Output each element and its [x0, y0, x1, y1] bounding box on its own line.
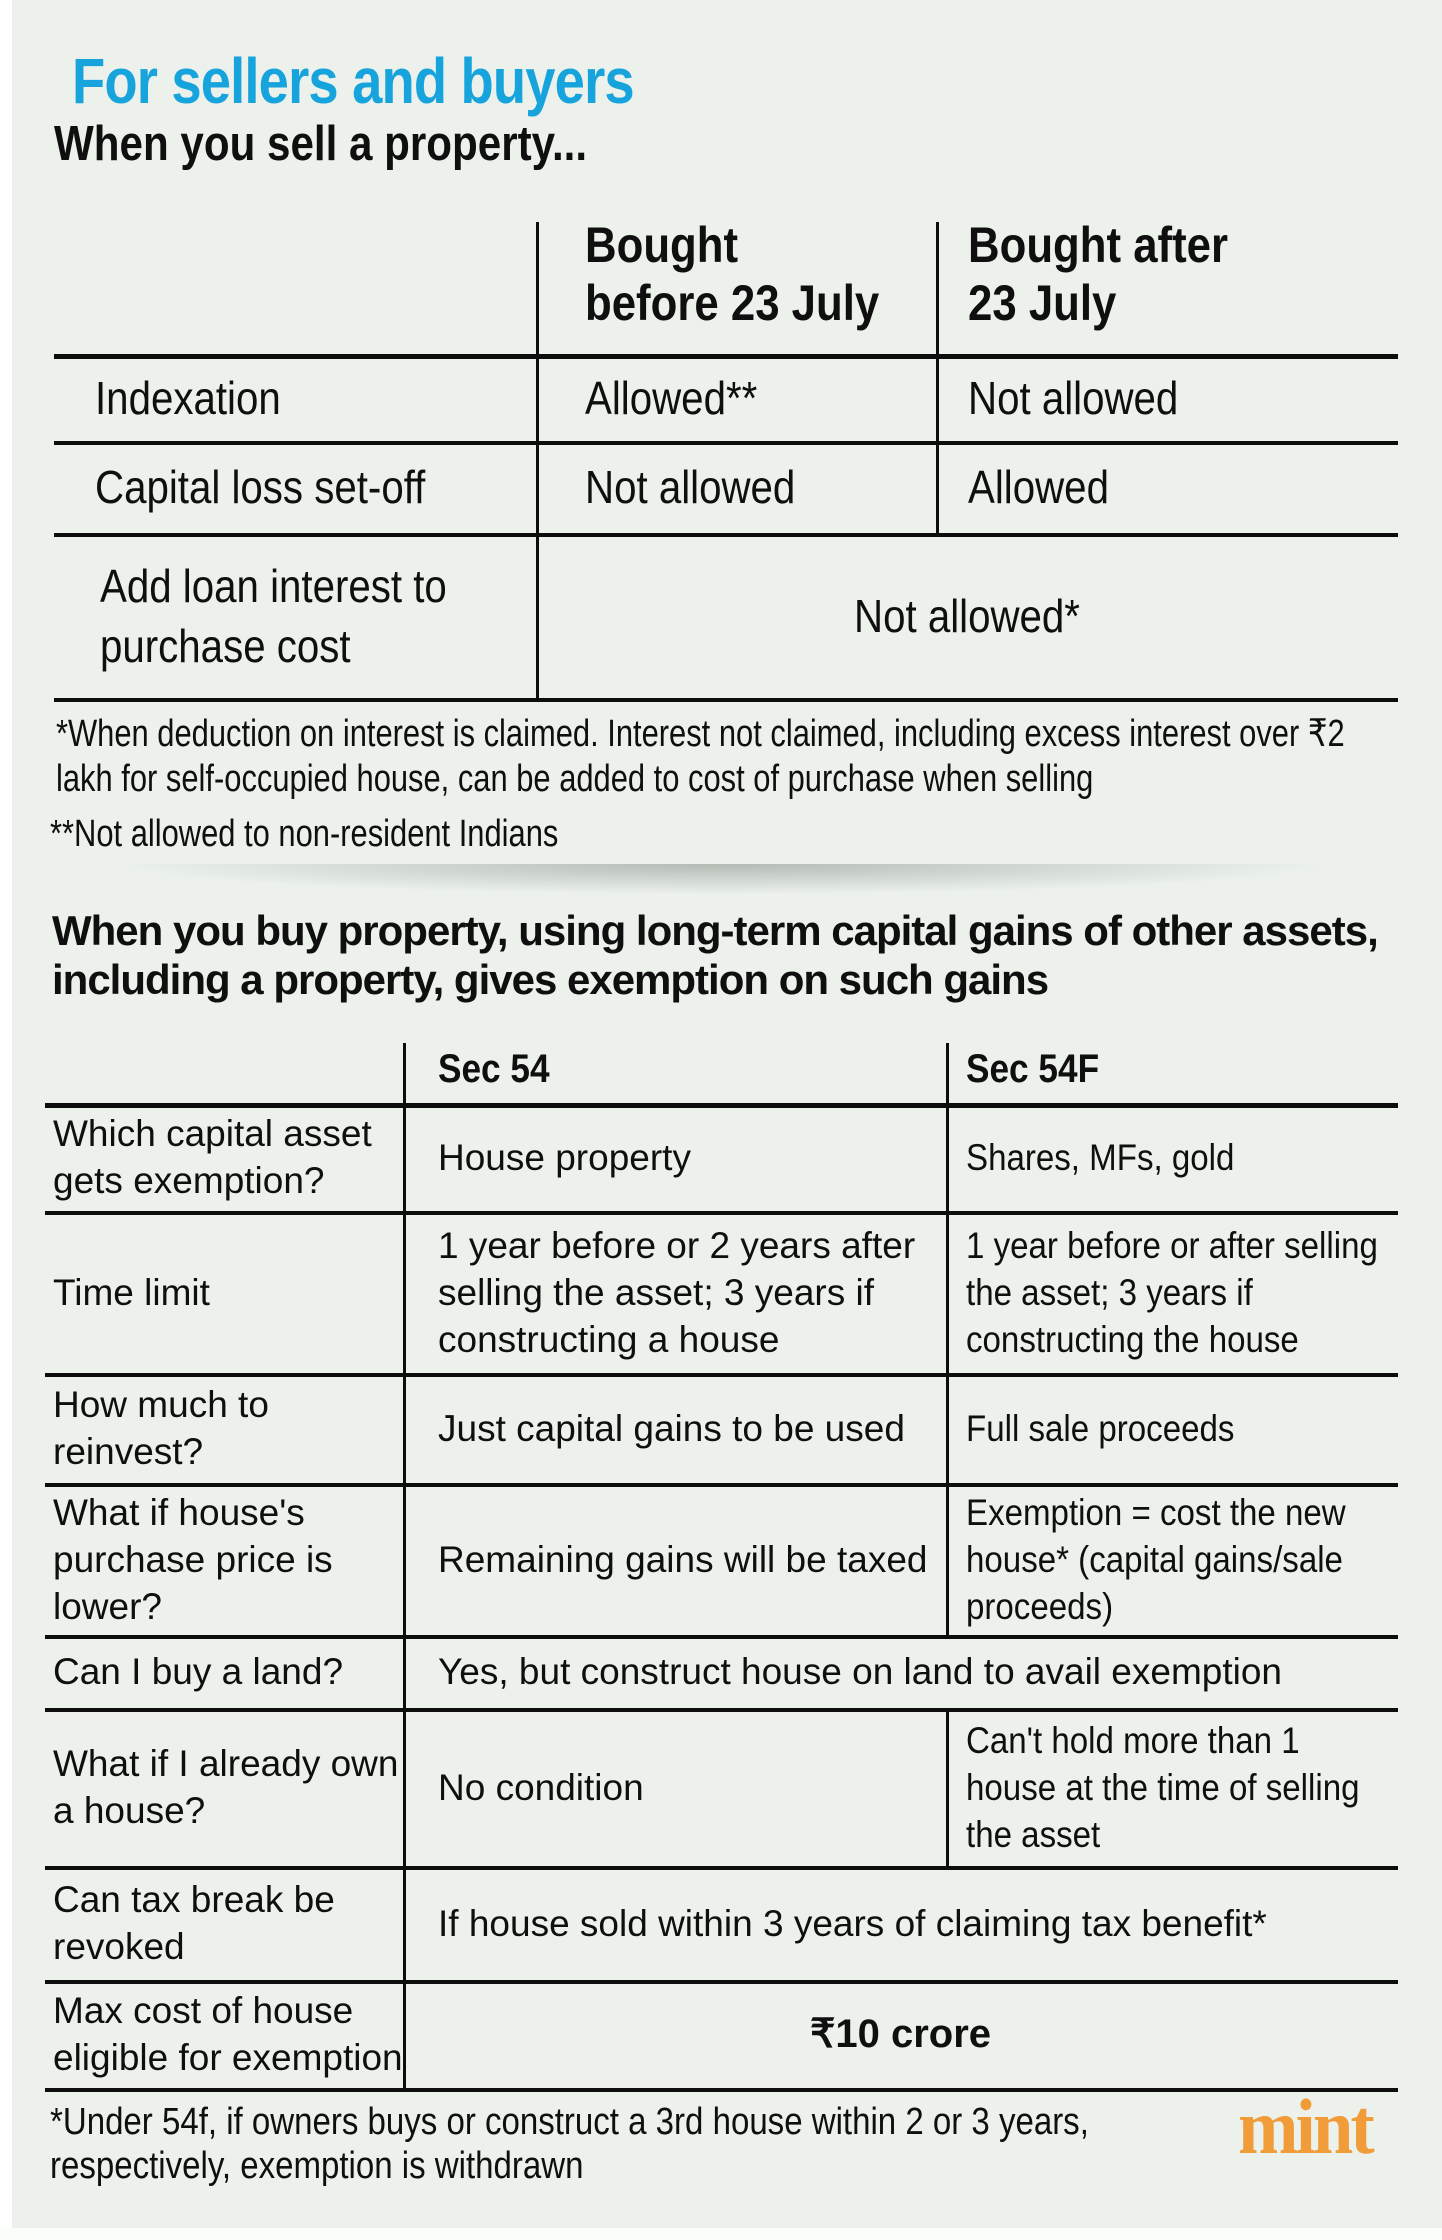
cell-value: Shares, MFs, gold	[966, 1136, 1235, 1178]
cell-value: Exemption = cost the new house* (capital gains/sale proceeds)	[966, 1491, 1346, 1627]
cell-value: Full sale proceeds	[966, 1407, 1235, 1449]
table-row-label	[53, 1483, 413, 1635]
row-label: Indexation	[95, 371, 281, 424]
table-row-label	[53, 1980, 413, 2088]
page-margin	[0, 2228, 1442, 2240]
section1-heading: When you sell a property...	[54, 117, 588, 171]
table1-column-divider	[936, 222, 939, 537]
cell-value: Not allowed	[585, 461, 796, 513]
table1-col2-header	[968, 216, 1228, 332]
cell-value: If house sold within 3 years of claiming tax benefit*	[438, 1902, 1267, 1944]
table-cell	[438, 1708, 938, 1866]
footnote: *When deduction on interest is claimed. Interest not claimed, including excess interest over ₹2 lakh for self-occupied house, can be added to cost of purchase when selling	[56, 713, 1345, 800]
cell-value: Allowed	[968, 461, 1109, 513]
page-margin	[0, 0, 12, 2240]
table-row-label	[53, 1211, 413, 1373]
table-cell-span	[438, 1866, 1388, 1980]
row-label: Can I buy a land?	[53, 1651, 344, 1692]
table-cell	[966, 1483, 1440, 1635]
table-cell	[966, 1708, 1440, 1866]
section-divider-shadow	[0, 864, 1442, 906]
table-row-label	[100, 533, 530, 698]
row-label: Max cost of house eligible for exemption	[53, 1990, 403, 2078]
table-cell	[966, 1103, 1440, 1211]
cell-value: ₹10 crore	[809, 2011, 992, 2056]
mint-logo: mint	[1238, 2083, 1372, 2170]
header-line: Bought after	[968, 217, 1229, 273]
table-row-label	[53, 1373, 413, 1483]
table-cell	[968, 354, 1388, 441]
table-row-label	[53, 1708, 413, 1866]
header-label: Sec 54F	[966, 1046, 1100, 1091]
header-label: Sec 54	[438, 1046, 550, 1091]
footnote: *Under 54f, if owners buys or construct a 3rd house within 2 or 3 years, respectively, exemption is withdrawn	[50, 2101, 1089, 2187]
header-line: 23 July	[968, 275, 1117, 331]
table2-col1-header	[438, 1035, 565, 1103]
table2-col2-header	[966, 1035, 1117, 1103]
row-label: Capital loss set-off	[95, 461, 426, 513]
table-row-label	[95, 441, 525, 533]
table-cell-span	[536, 533, 1398, 698]
footnote: **Not allowed to non-resident Indians	[50, 813, 559, 855]
cell-value: Can't hold more than 1 house at the time of selling the asset	[966, 1719, 1360, 1855]
table-cell	[585, 354, 925, 441]
table2-column-divider	[946, 1043, 949, 1637]
table-cell-span	[403, 1980, 1398, 2088]
cell-value: Allowed**	[585, 371, 758, 424]
cell-value: Just capital gains to be used	[438, 1407, 905, 1449]
row-label: Can tax break be revoked	[53, 1879, 335, 1967]
row-label: How much to reinvest?	[53, 1384, 269, 1472]
cell-value: 1 year before or 2 years after selling the asset; 3 years if constructing a house	[438, 1224, 916, 1360]
cell-value: 1 year before or after selling the asset; 3 years if constructing the house	[966, 1224, 1378, 1360]
section2-heading: When you buy property, using long-term capital gains of other assets, including a property, gives exemption on such gains	[52, 907, 1378, 1003]
table-row-label	[53, 1635, 413, 1708]
row-label: What if house's purchase price is lower?	[53, 1491, 333, 1627]
table-cell-span	[438, 1635, 1388, 1708]
table1-col1-header	[585, 216, 879, 332]
table-cell	[438, 1483, 938, 1635]
cell-value: Not allowed	[968, 371, 1179, 424]
table-cell	[966, 1211, 1440, 1373]
header-line: before 23 July	[585, 275, 880, 331]
row-label: Add loan interest to purchase cost	[100, 559, 447, 672]
table-cell	[966, 1373, 1440, 1483]
header-line: Bought	[585, 217, 739, 273]
table-cell	[968, 441, 1388, 533]
table-row-label	[53, 1103, 413, 1211]
table-cell	[585, 441, 925, 533]
page-title: For sellers and buyers	[72, 45, 634, 117]
cell-value: Yes, but construct house on land to avail exemption	[438, 1651, 1283, 1692]
table2-rule	[45, 2088, 1398, 2092]
table-cell	[438, 1211, 938, 1373]
table-row-label	[95, 354, 525, 441]
row-label: What if I already own a house?	[53, 1743, 399, 1831]
table1-rule	[54, 698, 1398, 702]
cell-value: House property	[438, 1136, 691, 1178]
table-cell	[438, 1373, 938, 1483]
table2-column-divider	[946, 1708, 949, 1866]
table-row-label	[53, 1866, 413, 1980]
row-label: Time limit	[53, 1271, 210, 1313]
cell-value: Not allowed*	[854, 589, 1080, 642]
cell-value: Remaining gains will be taxed	[438, 1538, 928, 1580]
row-label: Which capital asset gets exemption?	[53, 1113, 372, 1201]
cell-value: No condition	[438, 1766, 644, 1808]
table-cell	[438, 1103, 938, 1211]
